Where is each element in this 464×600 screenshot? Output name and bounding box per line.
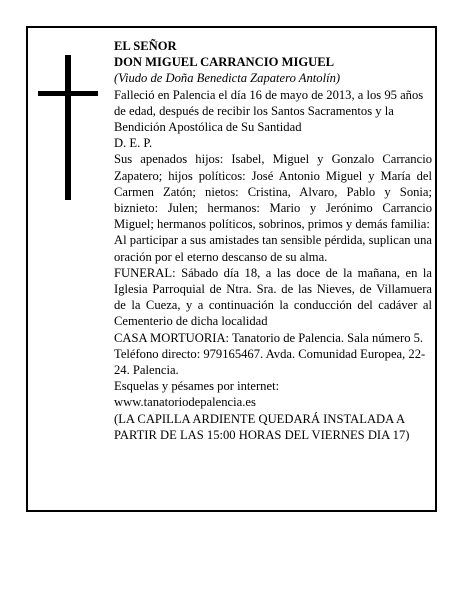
internet-condolences-label: Esquelas y pésames por internet: [114, 379, 280, 394]
funeral-details: FUNERAL: Sábado día 18, a las doce de la mañana, en la Iglesia Parroquial de Ntra. Sra. de las Nieves, de Villamuera de la Cueza, y a continuación la conducción del cadáver al Cementerio de dicha localidad [114, 265, 432, 329]
prayer-request: Al participar a sus amistades tan sensible pérdida, suplican una oración por el eterno descanso de su alma. [114, 233, 432, 264]
deceased-name: DON MIGUEL CARRANCIO MIGUEL [114, 55, 335, 70]
family-list: Sus apenados hijos: Isabel, Miguel y Gonzalo Carrancio Zapatero; hijos políticos: José Antonio Miguel y María del Carmen Zatón; nietos: Cristina, Alvaro, Pablo y Sonia; biznieto: Julen; hermanos: Mario y Jerónimo Carrancio Miguel; hermanos políticos, sobrinos, primos y demás familia: [114, 152, 432, 232]
obituary-title: EL SEÑOR [114, 39, 177, 53]
rest-in-peace: D. E. P. [114, 136, 153, 151]
cross-vertical-bar [65, 55, 71, 200]
latin-cross-icon [38, 55, 98, 200]
obituary-text [114, 38, 432, 443]
death-announcement: Falleció en Palencia el día 16 de mayo de 2013, a los 95 años de edad, después de recibir los Santos Sacramentos y la Bendición Apostólica de Su Santidad [114, 87, 424, 135]
cross-horizontal-bar [38, 91, 98, 96]
widower-note: (Viudo de Doña Benedicta Zapatero Antolín) [114, 71, 341, 86]
chapel-note: (LA CAPILLA ARDIENTE QUEDARÁ INSTALADA A PARTIR DE LAS 15:00 HORAS DEL VIERNES DIA 17) [114, 411, 410, 442]
mortuary-details: CASA MORTUORIA: Tanatorio de Palencia. Sala número 5. Teléfono directo: 979165467. Avda. Comunidad Europea, 22-24. Palencia. [114, 330, 426, 378]
funeral-home-website: www.tanatoriodepalencia.es [114, 395, 256, 410]
